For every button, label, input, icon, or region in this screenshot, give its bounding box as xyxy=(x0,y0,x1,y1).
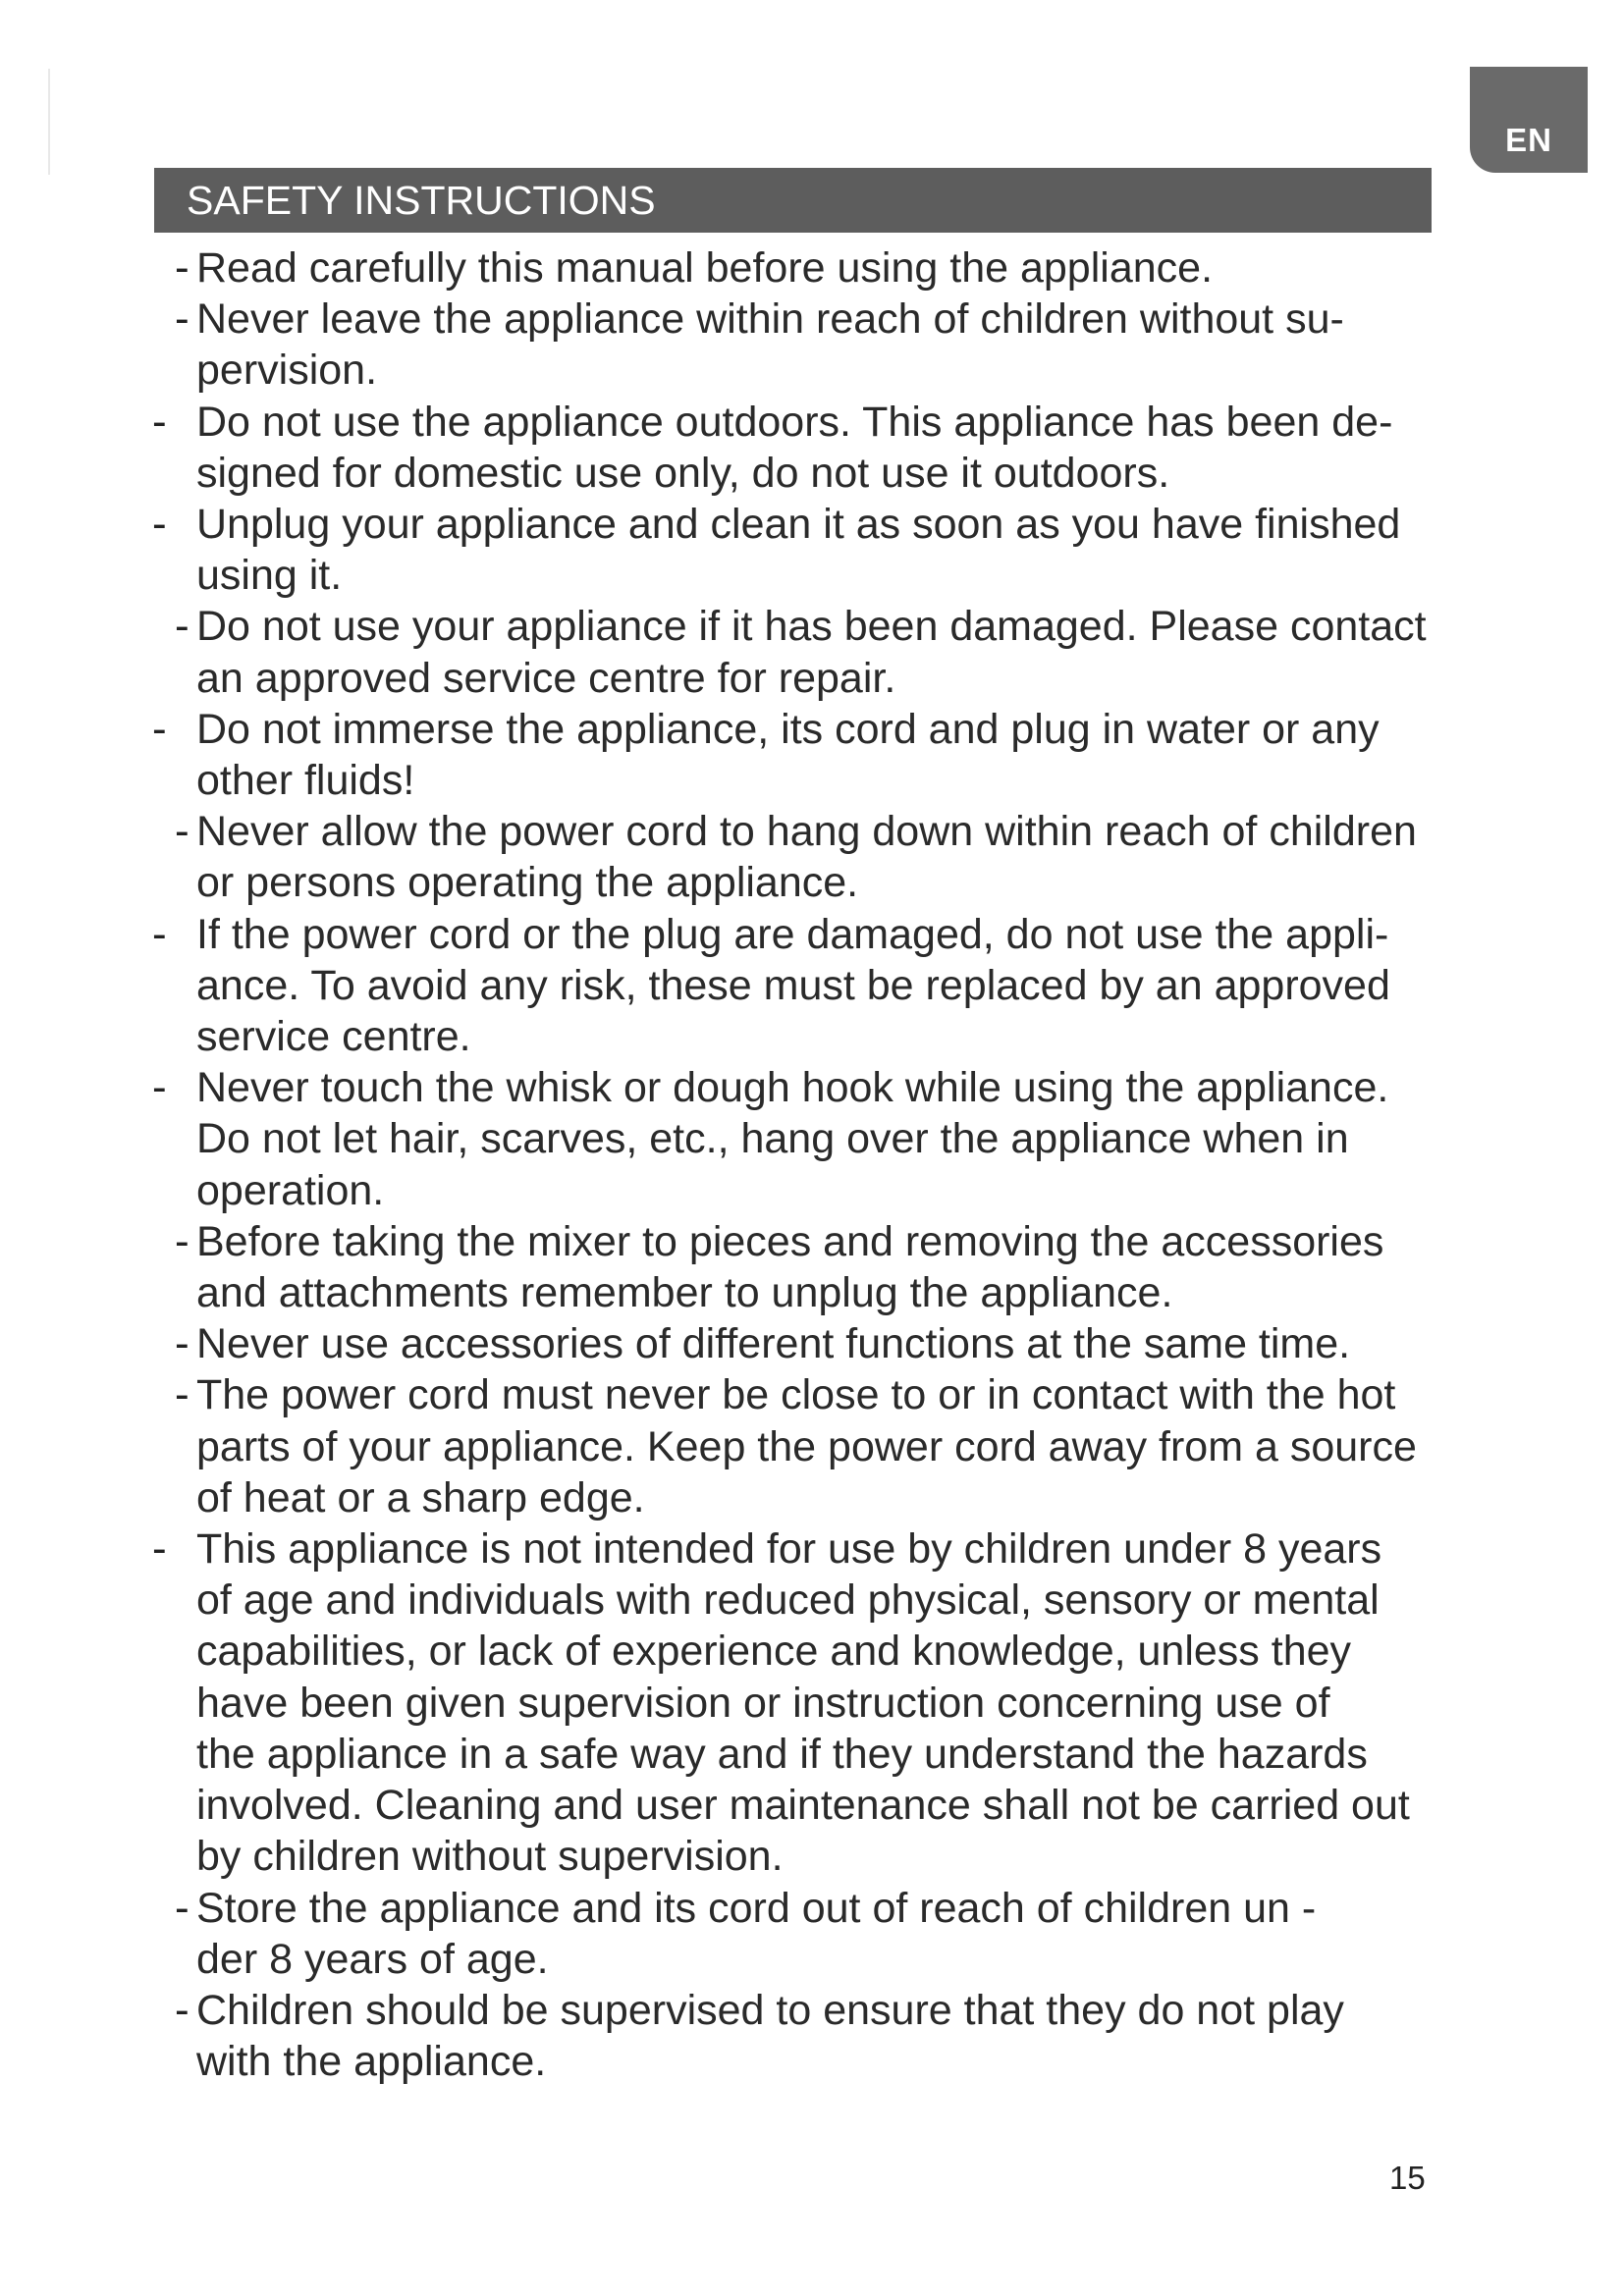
instruction-text xyxy=(196,397,1473,499)
instruction-line: capabilities, or lack of experience and knowledge, unless they xyxy=(196,1628,1352,1676)
bullet-dash: - xyxy=(175,602,189,651)
instruction-line: by children without supervision. xyxy=(196,1833,784,1881)
instruction-line: der 8 years of age. xyxy=(196,1935,549,1983)
instruction-line: have been given supervision or instruction concerning use of xyxy=(196,1679,1330,1727)
instruction-line: Never leave the appliance within reach of children without su- xyxy=(196,295,1344,344)
instruction-line: This appliance is not intended for use by children under 8 years xyxy=(196,1525,1382,1574)
instruction-item xyxy=(0,601,1624,703)
bullet-dash: - xyxy=(152,1524,167,1574)
instruction-line: service centre. xyxy=(196,1013,471,1061)
instruction-item xyxy=(0,1883,1624,1985)
instruction-line: involved. Cleaning and user maintenance shall not be carried out xyxy=(196,1782,1410,1830)
instruction-item xyxy=(0,1985,1624,2087)
instruction-item xyxy=(0,909,1624,1063)
bullet-dash: - xyxy=(152,909,167,958)
instruction-text xyxy=(196,1216,1473,1318)
instruction-line: using it. xyxy=(196,552,343,600)
instruction-item xyxy=(0,499,1624,601)
instruction-line: Before taking the mixer to pieces and removing the accessories xyxy=(196,1217,1384,1265)
instruction-line: other fluids! xyxy=(196,757,415,805)
instruction-text xyxy=(196,601,1473,703)
instruction-line: Unplug your appliance and clean it as soon as you have finished xyxy=(196,501,1401,549)
instruction-line: with the appliance. xyxy=(196,2038,547,2086)
bullet-dash: - xyxy=(175,1370,189,1419)
bullet-dash: - xyxy=(152,500,167,549)
instruction-line: of age and individuals with reduced physical, sensory or mental xyxy=(196,1576,1380,1625)
instruction-text xyxy=(196,1062,1473,1216)
instruction-line: Store the appliance and its cord out of reach of children un - xyxy=(196,1884,1317,1932)
instruction-line: ance. To avoid any risk, these must be replaced by an approved xyxy=(196,961,1390,1009)
instructions-list xyxy=(0,242,1624,2087)
instruction-item xyxy=(0,294,1624,396)
instruction-text xyxy=(196,806,1473,908)
instruction-line: Never allow the power cord to hang down within reach of children xyxy=(196,808,1417,856)
instruction-text xyxy=(196,1883,1473,1985)
instruction-text xyxy=(196,242,1473,294)
instruction-line: an approved service centre for repair. xyxy=(196,654,896,702)
instruction-line: Do not use your appliance if it has been damaged. Please contact xyxy=(196,603,1427,651)
bullet-dash: - xyxy=(152,1063,167,1112)
instruction-item xyxy=(0,1216,1624,1318)
instruction-line: operation. xyxy=(196,1166,385,1214)
instruction-line: pervision. xyxy=(196,347,378,395)
instruction-item xyxy=(0,1369,1624,1523)
instruction-text xyxy=(196,499,1473,601)
bullet-dash: - xyxy=(175,807,189,856)
instruction-item xyxy=(0,397,1624,499)
instruction-line: or persons operating the appliance. xyxy=(196,859,859,907)
bullet-dash: - xyxy=(175,1883,189,1932)
bullet-dash: - xyxy=(175,294,189,344)
instruction-text xyxy=(196,1985,1473,2087)
instruction-line: Children should be supervised to ensure that they do not play xyxy=(196,1986,1344,2034)
bullet-dash: - xyxy=(175,1985,189,2034)
instruction-text xyxy=(196,909,1473,1063)
instruction-line: Never use accessories of different functions at the same time. xyxy=(196,1320,1351,1368)
instruction-line: the appliance in a safe way and if they understand the hazards xyxy=(196,1730,1368,1778)
instruction-line: The power cord must never be close to or in contact with the hot xyxy=(196,1371,1396,1419)
instruction-line: parts of your appliance. Keep the power cord away from a source xyxy=(196,1422,1417,1470)
instruction-line: Never touch the whisk or dough hook while using the appliance. xyxy=(196,1064,1389,1112)
instruction-line: Do not let hair, scarves, etc., hang over the appliance when in xyxy=(196,1115,1349,1163)
instruction-item xyxy=(0,704,1624,806)
instruction-text xyxy=(196,294,1473,396)
instruction-line: Read carefully this manual before using the appliance. xyxy=(196,244,1214,292)
instruction-item xyxy=(0,1318,1624,1369)
section-header: SAFETY INSTRUCTIONS xyxy=(154,168,1432,233)
bullet-dash: - xyxy=(152,704,167,753)
bullet-dash: - xyxy=(175,1319,189,1368)
instruction-line: of heat or a sharp edge. xyxy=(196,1473,645,1522)
bullet-dash: - xyxy=(175,1216,189,1265)
instruction-text xyxy=(196,704,1473,806)
instruction-item xyxy=(0,242,1624,294)
margin-line xyxy=(48,69,50,175)
instruction-item xyxy=(0,1062,1624,1216)
language-tab: EN xyxy=(1470,67,1588,173)
instruction-text xyxy=(196,1523,1473,1882)
instruction-text xyxy=(196,1369,1473,1523)
bullet-dash: - xyxy=(152,397,167,446)
instruction-text xyxy=(196,1318,1473,1369)
instruction-item xyxy=(0,806,1624,908)
instruction-line: If the power cord or the plug are damaged, do not use the appli- xyxy=(196,910,1389,958)
bullet-dash: - xyxy=(175,243,189,292)
instruction-line: signed for domestic use only, do not use it outdoors. xyxy=(196,449,1170,497)
instruction-line: Do not immerse the appliance, its cord and plug in water or any xyxy=(196,705,1380,753)
instruction-item xyxy=(0,1523,1624,1882)
page-number: 15 xyxy=(1389,2160,1426,2196)
instruction-line: Do not use the appliance outdoors. This appliance has been de- xyxy=(196,398,1393,446)
instruction-line: and attachments remember to unplug the appliance. xyxy=(196,1269,1173,1317)
